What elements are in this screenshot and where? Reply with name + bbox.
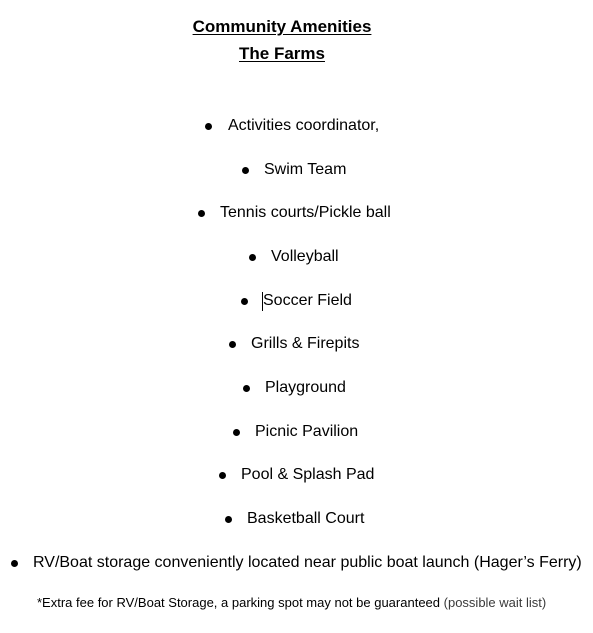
amenity-label: Playground (265, 379, 346, 396)
bullet-icon (198, 210, 205, 217)
list-item (0, 115, 593, 137)
bullet-icon (205, 123, 212, 130)
list-item (0, 202, 593, 224)
bullet-icon (219, 472, 226, 479)
amenity-label: RV/Boat storage conveniently located near public boat launch (Hager’s Ferry) (33, 554, 582, 571)
list-item (0, 159, 593, 181)
list-item (0, 246, 593, 268)
list-item (0, 464, 593, 486)
list-item (0, 552, 593, 574)
bullet-icon (225, 516, 232, 523)
amenity-label: Grills & Firepits (251, 335, 360, 352)
amenity-label: Basketball Court (247, 510, 365, 527)
amenity-label: Swim Team (264, 161, 347, 178)
bullet-icon (243, 385, 250, 392)
amenity-label: Volleyball (271, 248, 339, 265)
list-item (0, 377, 593, 399)
footnote-aside: (possible wait list) (443, 595, 547, 610)
amenity-label: Activities coordinator, (228, 117, 380, 134)
list-item (0, 333, 593, 355)
document-title: Community Amenities (192, 17, 372, 36)
amenity-label: Pool & Splash Pad (241, 466, 375, 483)
list-item (0, 421, 593, 443)
bullet-icon (11, 560, 18, 567)
document-subtitle: The Farms (239, 44, 325, 63)
bullet-icon (242, 167, 249, 174)
amenity-label: Tennis courts/Pickle ball (220, 204, 391, 221)
list-item (0, 290, 593, 312)
footnote-main: *Extra fee for RV/Boat Storage, a parking spot may not be guaranteed (37, 595, 441, 610)
amenity-label[interactable]: Soccer Field (263, 292, 352, 309)
bullet-icon (233, 429, 240, 436)
footnote (37, 595, 546, 610)
bullet-icon (229, 341, 236, 348)
bullet-icon (249, 254, 256, 261)
list-item (0, 508, 593, 530)
bullet-icon (241, 298, 248, 305)
amenity-label: Picnic Pavilion (255, 423, 359, 440)
